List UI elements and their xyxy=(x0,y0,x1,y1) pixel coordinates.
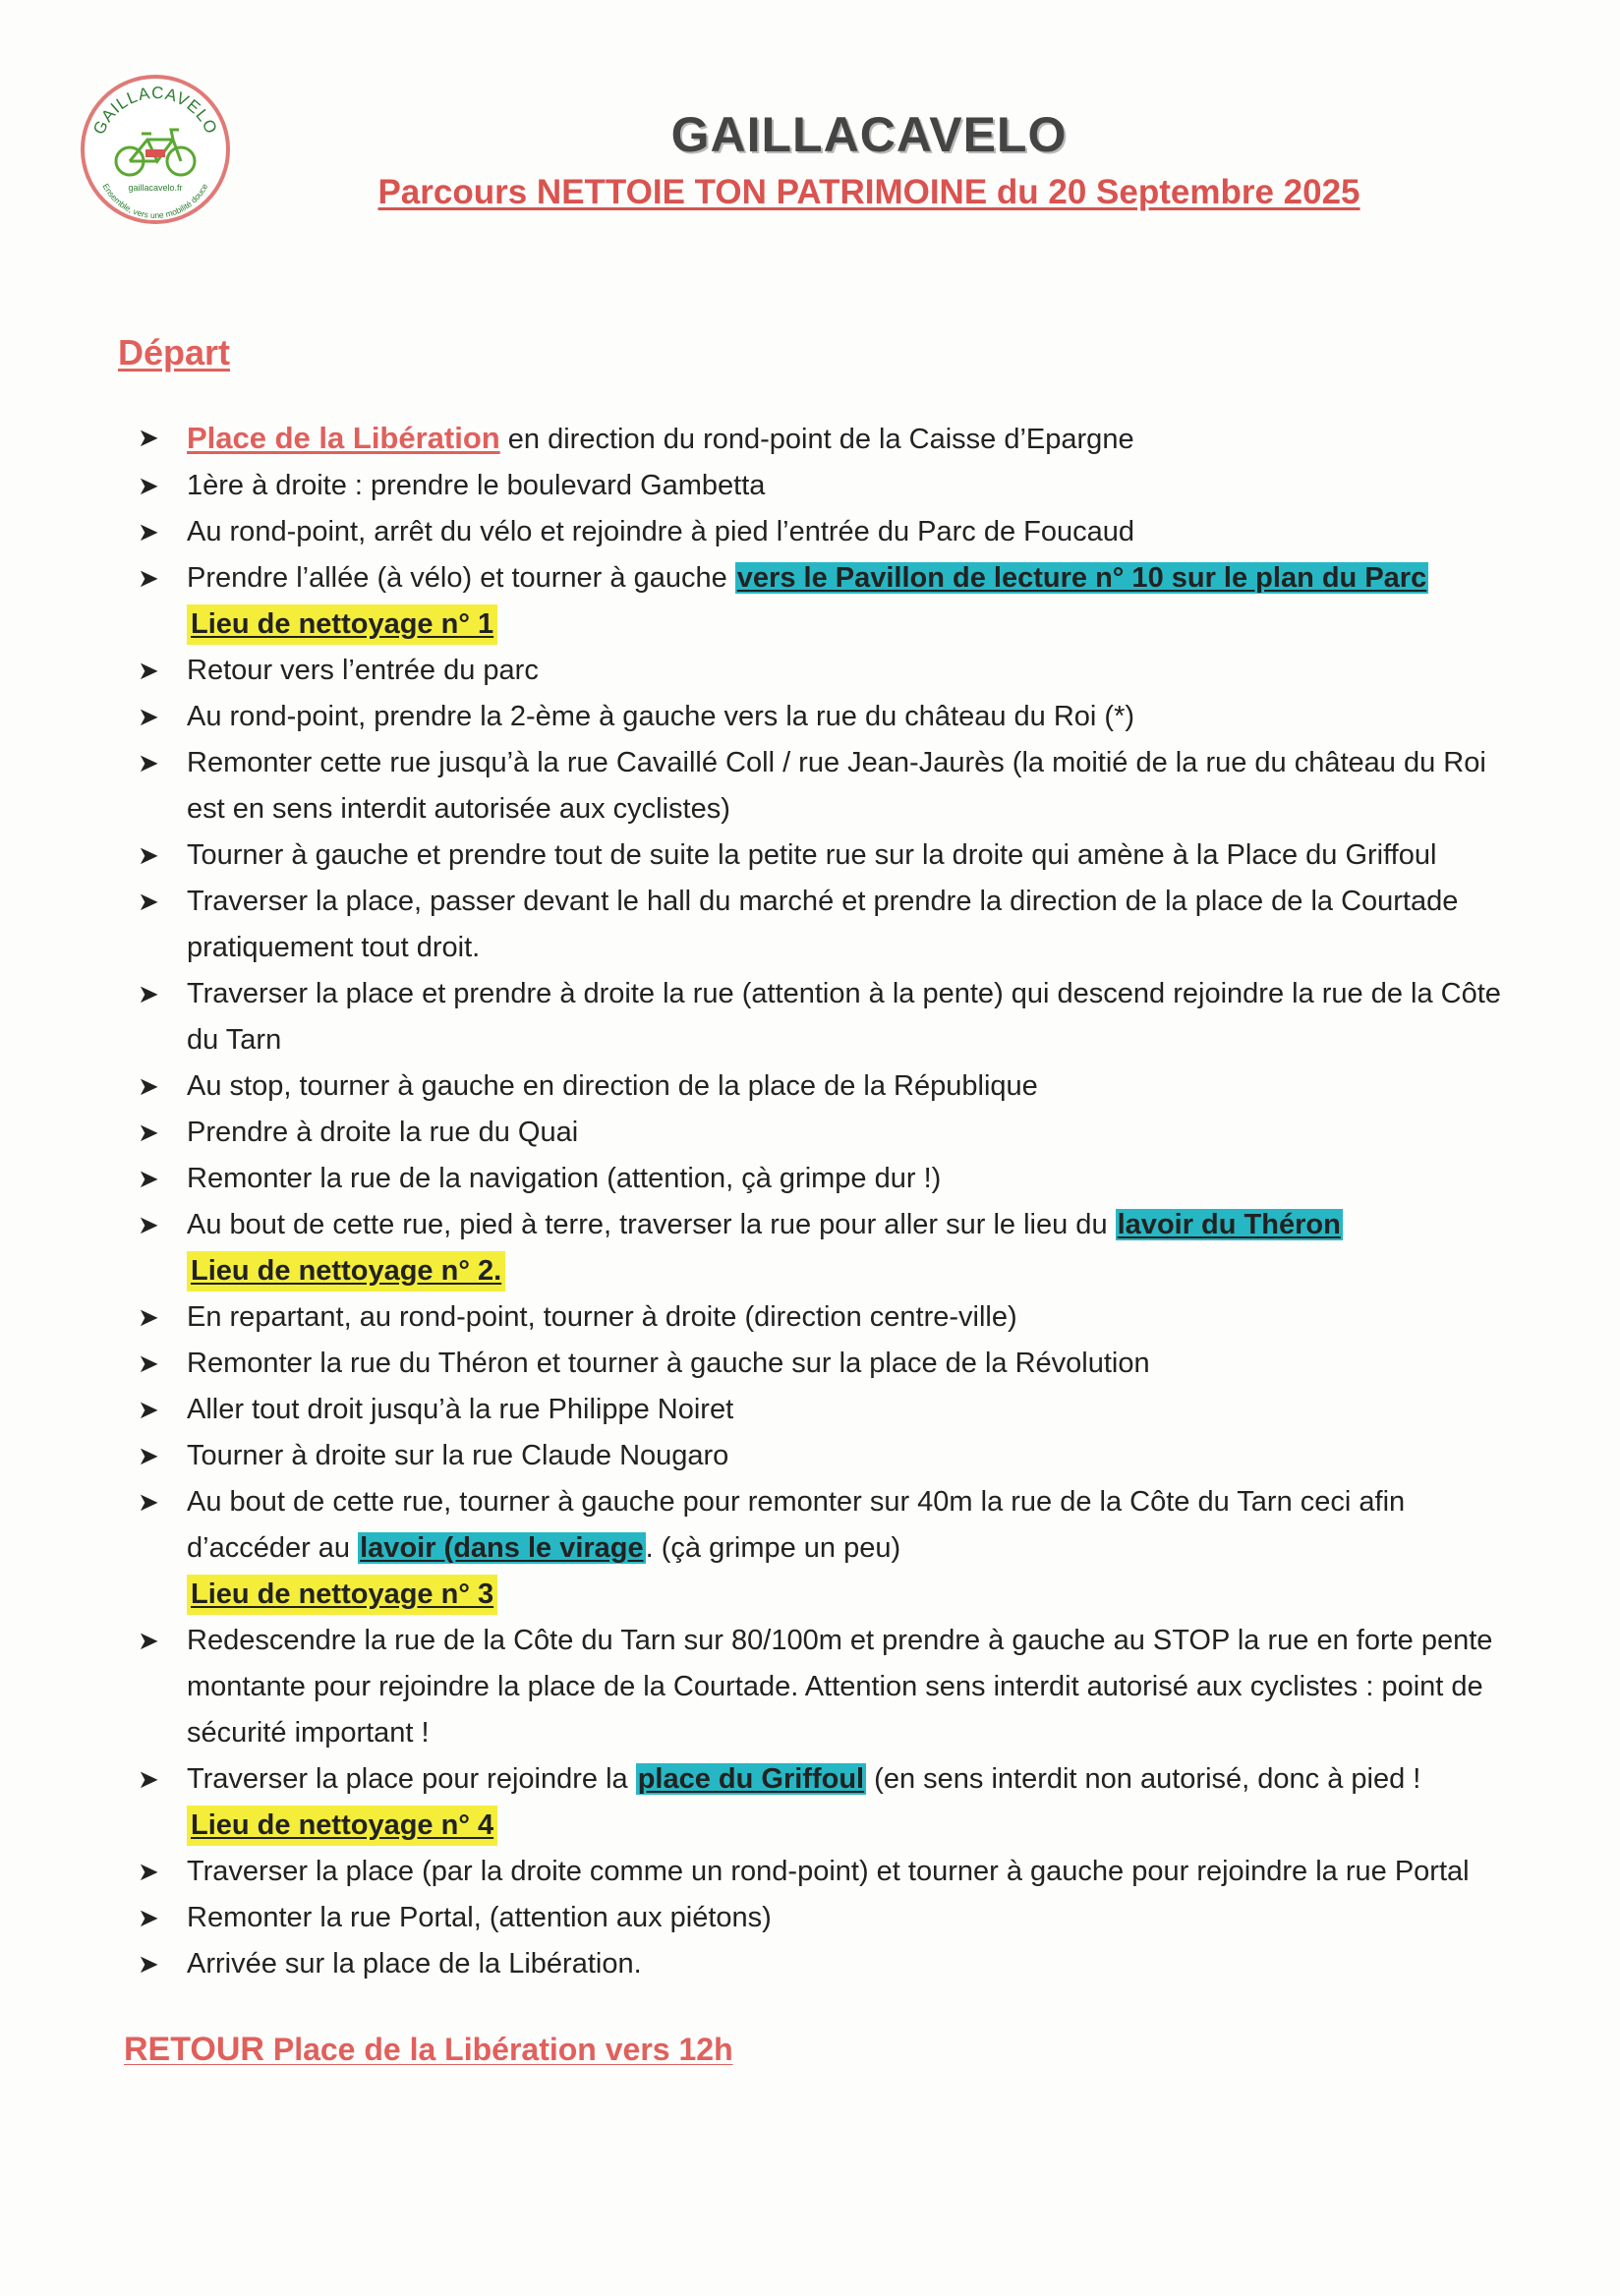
retour-label: RETOUR xyxy=(124,2031,264,2068)
retour-text: Place de la Libération vers 12h xyxy=(263,2032,733,2067)
cleaning-spot-label: Lieu de nettoyage n° 2. xyxy=(187,1251,505,1292)
arrow-bullet-icon: ➤ xyxy=(138,423,159,452)
step-24 xyxy=(136,1941,1532,1987)
page-title: GAILLACAVELO xyxy=(670,107,1068,162)
step-text: Au rond-point, prendre la 2-ème à gauche vers la rue du château du Roi (*) xyxy=(187,701,1135,732)
step-20 xyxy=(136,1618,1532,1756)
arrow-bullet-icon: ➤ xyxy=(138,1626,159,1655)
arrow-bullet-icon: ➤ xyxy=(138,517,159,546)
step-text: Retour vers l’entrée du parc xyxy=(187,655,539,686)
arrow-bullet-icon: ➤ xyxy=(138,1764,159,1794)
retour-line xyxy=(124,2031,733,2069)
step-text: Traverser la place et prendre à droite la rue (attention à la pente) qui descend rejoindre la rue de la Côte du Tarn xyxy=(187,978,1501,1056)
arrow-bullet-icon: ➤ xyxy=(138,1302,159,1332)
step-text: Au bout de cette rue, pied à terre, traverser la rue pour aller sur le lieu du xyxy=(187,1209,1116,1240)
arrow-bullet-icon: ➤ xyxy=(138,748,159,777)
arrow-bullet-icon: ➤ xyxy=(138,1118,159,1147)
step-7 xyxy=(136,740,1532,832)
arrow-bullet-icon: ➤ xyxy=(138,563,159,593)
step-text: Remonter la rue du Théron et tourner à gauche sur la place de la Révolution xyxy=(187,1348,1150,1379)
arrow-bullet-icon: ➤ xyxy=(138,1487,159,1517)
arrow-bullet-icon: ➤ xyxy=(138,471,159,500)
step-1 xyxy=(136,415,1532,463)
step-10 xyxy=(136,971,1532,1063)
step-13 xyxy=(136,1156,1532,1202)
step-text: Redescendre la rue de la Côte du Tarn sur 80/100m et prendre à gauche au STOP la rue en forte pente montante pour rejoindre la place de la Courtade. Attention sens interdit autorisé aux cyclistes : point de sécurité important ! xyxy=(187,1625,1493,1749)
svg-text:gaillacavelo.fr: gaillacavelo.fr xyxy=(128,183,183,193)
cleaning-spot-3 xyxy=(136,1572,1532,1618)
step-9 xyxy=(136,879,1532,971)
step-text: Traverser la place, passer devant le hall du marché et prendre la direction de la place de la Courtade pratiquement tout droit. xyxy=(187,886,1459,963)
step-text: 1ère à droite : prendre le boulevard Gambetta xyxy=(187,470,766,501)
step-21 xyxy=(136,1756,1532,1803)
arrow-bullet-icon: ➤ xyxy=(138,1210,159,1239)
highlighted-place: lavoir du Théron xyxy=(1117,1209,1341,1240)
page-subtitle: Parcours NETTOIE TON PATRIMOINE du 20 Septembre 2025 xyxy=(377,173,1360,211)
svg-text:GAILLACAVELO: GAILLACAVELO xyxy=(89,83,221,138)
step-text: Tourner à droite sur la rue Claude Nougaro xyxy=(187,1440,729,1471)
step-22 xyxy=(136,1849,1532,1895)
step-3 xyxy=(136,509,1532,555)
cleaning-spot-1 xyxy=(136,602,1532,648)
arrow-bullet-icon: ➤ xyxy=(138,1349,159,1378)
depart-heading: Départ xyxy=(118,332,231,373)
step-text: Remonter la rue Portal, (attention aux piétons) xyxy=(187,1902,772,1933)
step-text: en direction du rond-point de la Caisse d’Epargne xyxy=(499,424,1134,455)
arrow-bullet-icon: ➤ xyxy=(138,702,159,731)
arrow-bullet-icon: ➤ xyxy=(138,887,159,916)
arrow-bullet-icon: ➤ xyxy=(138,1395,159,1424)
step-19 xyxy=(136,1479,1532,1572)
arrow-bullet-icon: ➤ xyxy=(138,840,159,870)
arrow-bullet-icon: ➤ xyxy=(138,656,159,685)
step-14 xyxy=(136,1202,1532,1248)
arrow-bullet-icon: ➤ xyxy=(138,1857,159,1886)
arrow-bullet-icon: ➤ xyxy=(138,1949,159,1979)
step-2 xyxy=(136,463,1532,509)
cleaning-spot-label: Lieu de nettoyage n° 3 xyxy=(187,1575,497,1615)
step-18 xyxy=(136,1433,1532,1479)
cleaning-spot-label: Lieu de nettoyage n° 4 xyxy=(187,1806,497,1846)
step-text-after: (en sens interdit non autorisé, donc à pied ! xyxy=(866,1763,1421,1795)
step-4 xyxy=(136,555,1532,602)
step-text: Au bout de cette rue, tourner à gauche pour remonter sur 40m la rue de la Côte du Tarn ceci afin d’accéder au xyxy=(187,1486,1406,1564)
highlighted-place: lavoir (dans le virage xyxy=(360,1532,644,1564)
step-text: Aller tout droit jusqu’à la rue Philippe Noiret xyxy=(187,1394,734,1425)
start-place-link: Place de la Libération xyxy=(187,421,500,455)
arrow-bullet-icon: ➤ xyxy=(138,979,159,1008)
step-text: Au rond-point, arrêt du vélo et rejoindre à pied l’entrée du Parc de Foucaud xyxy=(187,516,1135,547)
arrow-bullet-icon: ➤ xyxy=(138,1071,159,1101)
step-text: Tourner à gauche et prendre tout de suite la petite rue sur la droite qui amène à la Place du Griffoul xyxy=(187,839,1437,871)
step-text: Au stop, tourner à gauche en direction de la place de la République xyxy=(187,1070,1038,1102)
step-text: Remonter cette rue jusqu’à la rue Cavaillé Coll / rue Jean-Jaurès (la moitié de la rue du château du Roi est en sens interdit autorisée aux cyclistes) xyxy=(187,747,1486,825)
highlighted-place: vers le Pavillon de lecture n° 10 sur le plan du Parc xyxy=(736,562,1427,594)
step-text-after: . (çà grimpe un peu) xyxy=(645,1532,901,1564)
step-text: Remonter la rue de la navigation (attention, çà grimpe dur !) xyxy=(187,1163,942,1194)
step-15 xyxy=(136,1294,1532,1341)
step-12 xyxy=(136,1110,1532,1156)
step-17 xyxy=(136,1387,1532,1433)
arrow-bullet-icon: ➤ xyxy=(138,1903,159,1932)
step-23 xyxy=(136,1895,1532,1941)
cleaning-spot-2 xyxy=(136,1248,1532,1294)
step-11 xyxy=(136,1063,1532,1110)
step-text: Prendre l’allée (à vélo) et tourner à gauche xyxy=(187,562,735,594)
step-text: En repartant, au rond-point, tourner à droite (direction centre-ville) xyxy=(187,1301,1017,1333)
step-6 xyxy=(136,694,1532,740)
highlighted-place: place du Griffoul xyxy=(637,1763,865,1795)
step-16 xyxy=(136,1341,1532,1387)
svg-text:Ensemble, vers une mobilité do: Ensemble, vers une mobilité douce xyxy=(100,181,210,221)
cleaning-spot-label: Lieu de nettoyage n° 1 xyxy=(187,604,497,645)
cleaning-spot-4 xyxy=(136,1803,1532,1849)
route-steps-list xyxy=(136,415,1532,1987)
step-text: Prendre à droite la rue du Quai xyxy=(187,1117,579,1148)
arrow-bullet-icon: ➤ xyxy=(138,1441,159,1470)
step-text: Arrivée sur la place de la Libération. xyxy=(187,1948,642,1980)
step-text: Traverser la place (par la droite comme un rond-point) et tourner à gauche pour rejoindre la rue Portal xyxy=(187,1856,1470,1887)
step-5 xyxy=(136,648,1532,694)
step-text: Traverser la place pour rejoindre la xyxy=(187,1763,636,1795)
step-8 xyxy=(136,832,1532,879)
arrow-bullet-icon: ➤ xyxy=(138,1164,159,1193)
